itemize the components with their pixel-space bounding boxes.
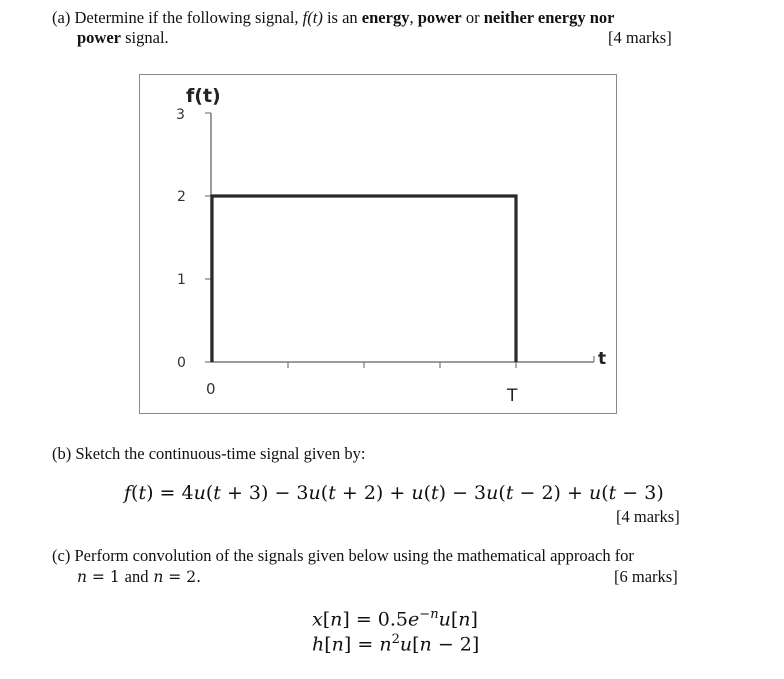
part-b-body: Sketch the continuous-time signal given by: <box>75 444 366 463</box>
part-a-label: (a) <box>52 8 71 27</box>
x-tick-label-0: 0 <box>206 380 216 398</box>
y-tick-label-0: 0 <box>177 355 186 371</box>
part-a-marks: [4 marks] <box>608 28 672 47</box>
equation-x-n: $x[n] = 0.5e^{-n}u[n]$ <box>312 607 478 631</box>
signal-series-line <box>212 196 516 362</box>
part-c-line-2: n = 1 and n = 2. <box>77 567 202 586</box>
part-a-text-2: is an <box>326 8 358 27</box>
part-a-power: power <box>417 8 462 27</box>
y-tick-label-1: 1 <box>177 272 186 288</box>
part-a-text-1: Determine if the following signal, <box>74 8 299 27</box>
y-tick-label-2: 2 <box>177 189 186 205</box>
part-c-body: Perform convolution of the signals given below using the mathematical approach for <box>74 546 634 565</box>
part-a-line-1 <box>52 8 682 28</box>
part-a-energy: energy <box>361 8 410 27</box>
equation-f-t: f(t) = 4u(t + 3) − 3u(t + 2) + u(t) − 3u(t − 2) + u(t − 3) <box>124 482 664 504</box>
x-tick-label-T: T <box>507 386 518 406</box>
signal-graph <box>139 74 617 414</box>
part-a-line-2 <box>77 28 169 48</box>
part-b-text <box>52 444 365 464</box>
part-a-or: or <box>465 8 480 27</box>
part-c-text <box>52 546 684 566</box>
part-a-text-5: signal. <box>125 28 169 47</box>
x-axis-label: t <box>598 349 607 369</box>
part-b-marks: [4 marks] <box>616 507 680 526</box>
part-c-marks: [6 marks] <box>614 567 678 586</box>
signal-graph-svg <box>140 75 618 415</box>
equation-h-n: $h[n] = n^2u[n - 2]$ <box>312 632 480 656</box>
part-a-neither: neither energy nor <box>483 8 615 27</box>
part-b-label: (b) <box>52 444 72 463</box>
y-tick-label-3: 3 <box>176 107 185 123</box>
part-c-label: (c) <box>52 546 71 565</box>
part-a-power-2: power <box>77 28 121 47</box>
part-a-signal: f(t) <box>302 8 323 27</box>
part-a-comma: , <box>409 8 414 27</box>
y-axis-label: f(t) <box>186 85 221 107</box>
